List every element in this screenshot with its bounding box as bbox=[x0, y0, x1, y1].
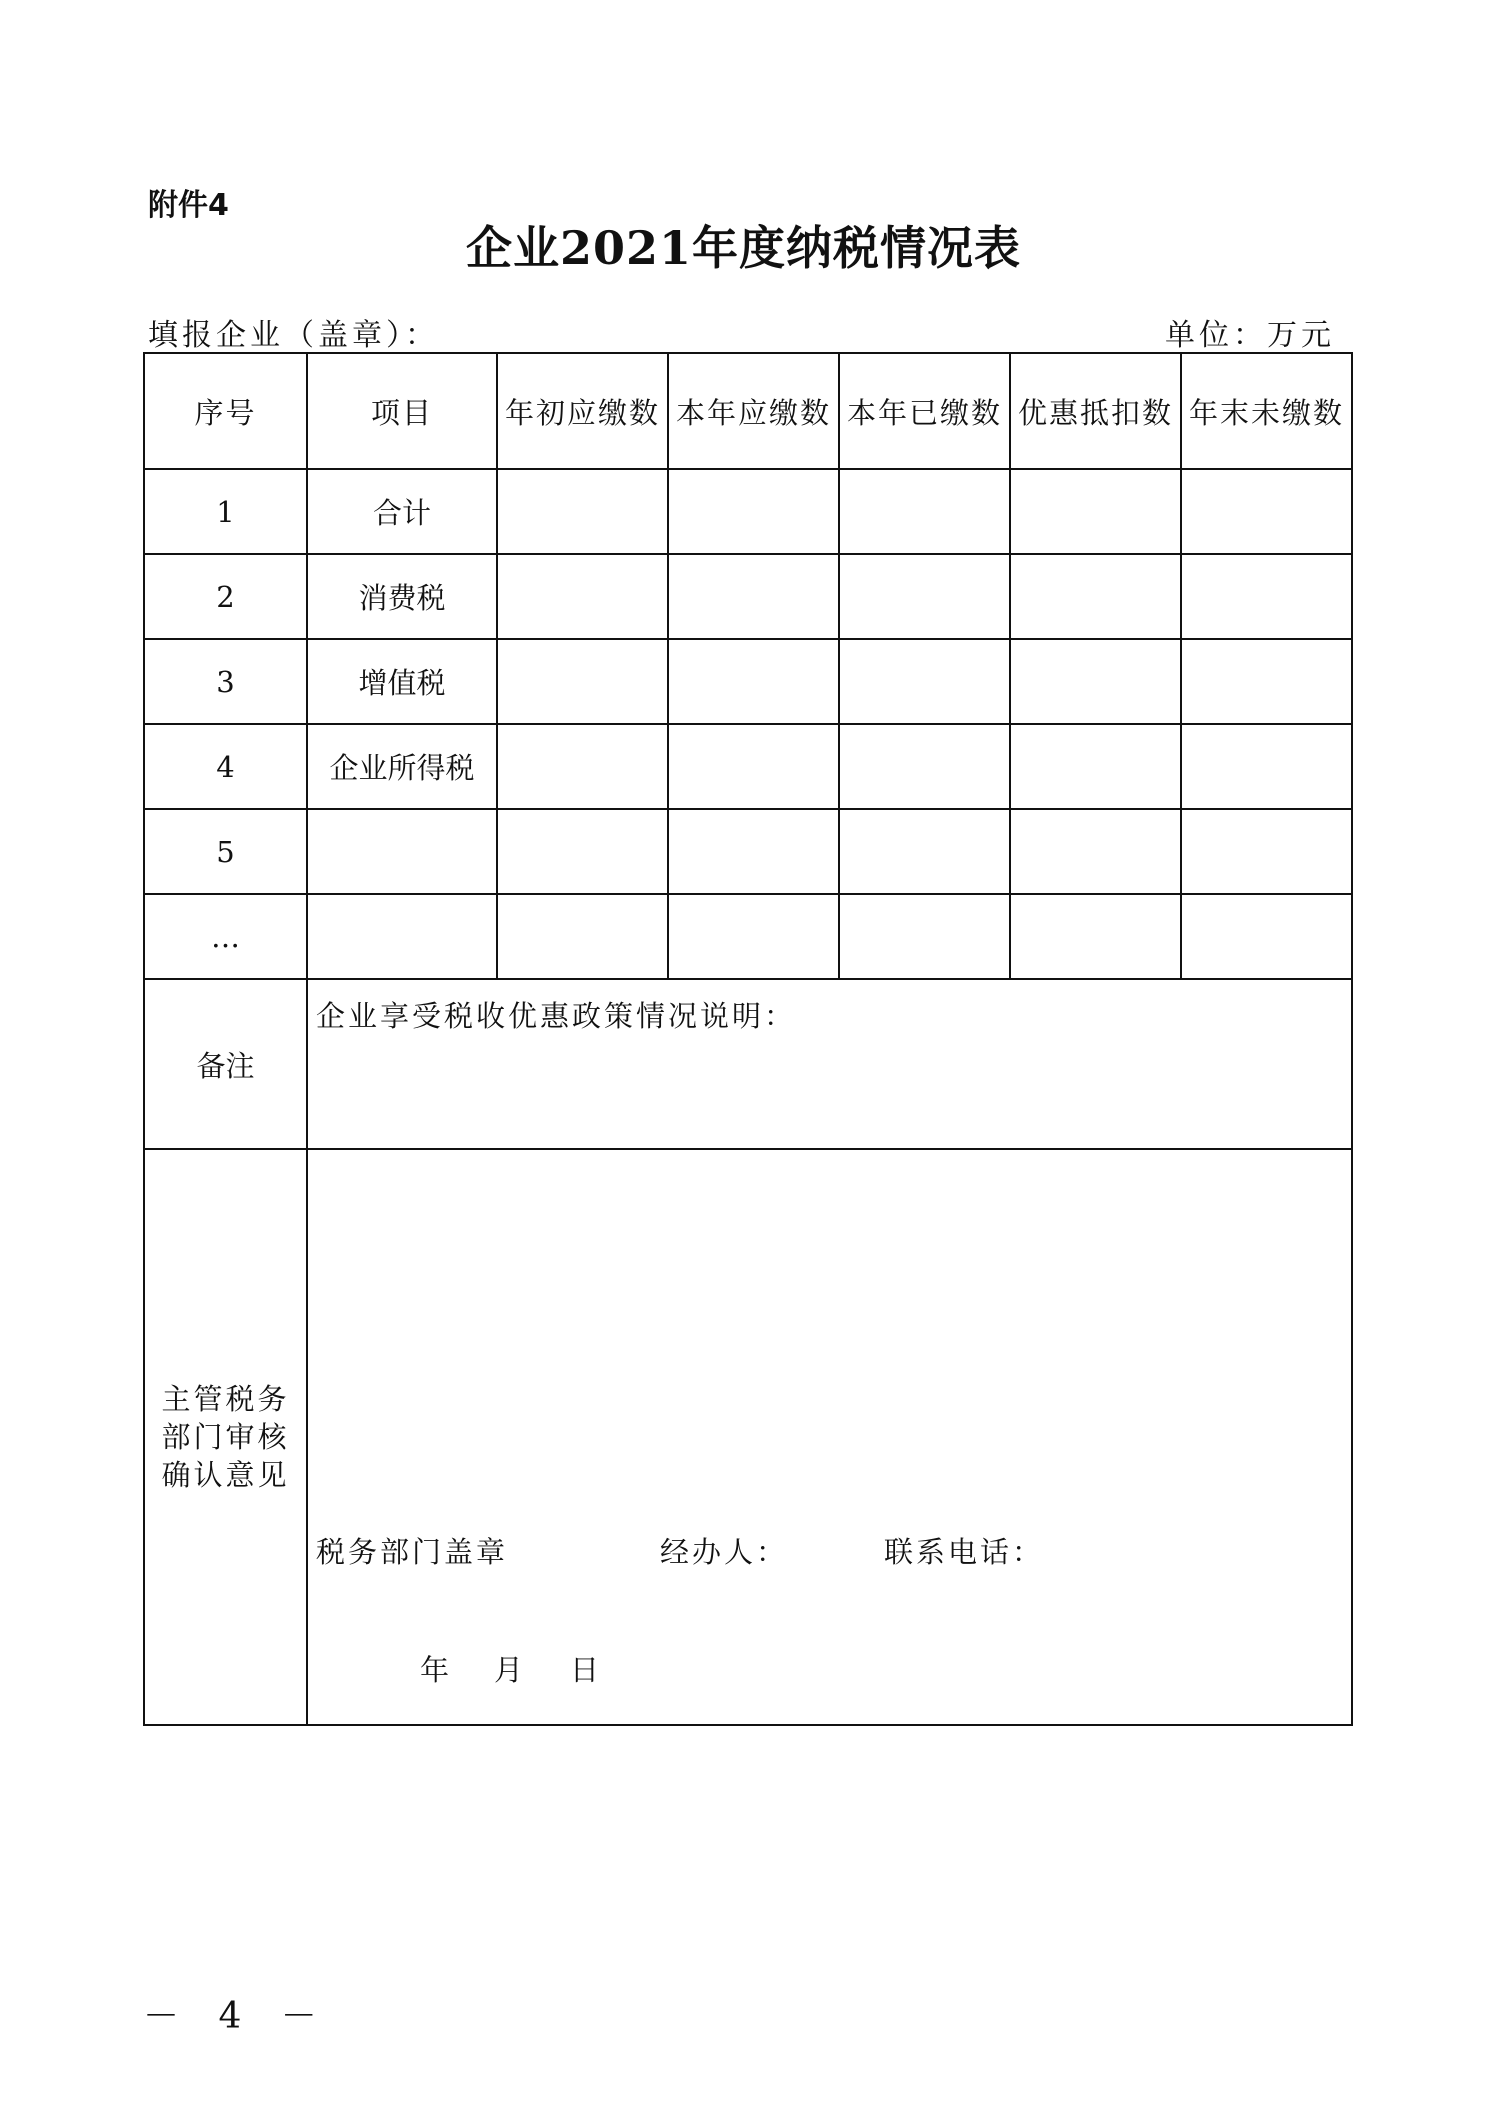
value-cell[interactable] bbox=[839, 639, 1010, 724]
header-cell: 年初应缴数 bbox=[497, 353, 668, 469]
review-label: 主管税务部门审核确认意见 bbox=[161, 1382, 290, 1492]
value-cell[interactable] bbox=[497, 554, 668, 639]
phone-label: 联系电话： bbox=[884, 1535, 1045, 1569]
remark-text: 企业享受税收优惠政策情况说明： bbox=[316, 999, 797, 1033]
value-cell[interactable] bbox=[1010, 809, 1181, 894]
remark-label: 备注 bbox=[144, 979, 307, 1149]
value-cell[interactable] bbox=[1010, 724, 1181, 809]
row-number: 2 bbox=[144, 554, 307, 639]
date-day-label: 日 bbox=[570, 1653, 603, 1687]
page-title: 企业2021年度纳税情况表 bbox=[465, 221, 1022, 275]
table-row bbox=[144, 469, 1352, 554]
value-cell[interactable] bbox=[839, 894, 1010, 979]
value-cell[interactable] bbox=[1181, 469, 1352, 554]
tax-table bbox=[143, 352, 1353, 1726]
value-cell[interactable] bbox=[839, 724, 1010, 809]
handler-label: 经办人： bbox=[660, 1535, 789, 1569]
value-cell[interactable] bbox=[668, 554, 839, 639]
table-header-row bbox=[144, 353, 1352, 469]
value-cell[interactable] bbox=[497, 639, 668, 724]
row-number: 5 bbox=[144, 809, 307, 894]
value-cell[interactable] bbox=[1010, 639, 1181, 724]
table-row bbox=[144, 894, 1352, 979]
row-item: 消费税 bbox=[307, 554, 497, 639]
date-month-label: 月 bbox=[494, 1653, 527, 1687]
value-cell[interactable] bbox=[839, 809, 1010, 894]
table-row bbox=[144, 809, 1352, 894]
review-label-cell bbox=[144, 1149, 307, 1725]
value-cell[interactable] bbox=[1181, 724, 1352, 809]
table-row bbox=[144, 724, 1352, 809]
attachment-label: 附件4 bbox=[148, 188, 229, 223]
table-row bbox=[144, 554, 1352, 639]
value-cell[interactable] bbox=[668, 894, 839, 979]
value-cell[interactable] bbox=[668, 469, 839, 554]
date-year-label: 年 bbox=[420, 1653, 453, 1687]
header-cell: 项目 bbox=[307, 353, 497, 469]
header-cell: 年末未缴数 bbox=[1181, 353, 1352, 469]
row-item[interactable] bbox=[307, 894, 497, 979]
header-cell: 本年应缴数 bbox=[668, 353, 839, 469]
row-number: 4 bbox=[144, 724, 307, 809]
filler-company-label: 填报企业（盖章）： bbox=[148, 318, 439, 353]
table-row bbox=[144, 639, 1352, 724]
value-cell[interactable] bbox=[839, 469, 1010, 554]
row-item: 企业所得税 bbox=[307, 724, 497, 809]
review-row bbox=[144, 1149, 1352, 1725]
page-number: － 4 － bbox=[143, 1996, 331, 2037]
remark-field[interactable] bbox=[307, 979, 1352, 1149]
value-cell[interactable] bbox=[1181, 554, 1352, 639]
value-cell[interactable] bbox=[497, 469, 668, 554]
row-number: 3 bbox=[144, 639, 307, 724]
row-item[interactable] bbox=[307, 809, 497, 894]
row-item: 增值税 bbox=[307, 639, 497, 724]
review-field[interactable] bbox=[307, 1149, 1352, 1725]
value-cell[interactable] bbox=[1181, 639, 1352, 724]
row-number: … bbox=[144, 894, 307, 979]
remark-row bbox=[144, 979, 1352, 1149]
value-cell[interactable] bbox=[1181, 809, 1352, 894]
value-cell[interactable] bbox=[668, 639, 839, 724]
value-cell[interactable] bbox=[1010, 469, 1181, 554]
value-cell[interactable] bbox=[497, 724, 668, 809]
row-number: 1 bbox=[144, 469, 307, 554]
value-cell[interactable] bbox=[1010, 554, 1181, 639]
header-cell: 本年已缴数 bbox=[839, 353, 1010, 469]
unit-label: 单位：万元 bbox=[1165, 318, 1335, 353]
value-cell[interactable] bbox=[839, 554, 1010, 639]
header-cell: 优惠抵扣数 bbox=[1010, 353, 1181, 469]
header-cell: 序号 bbox=[144, 353, 307, 469]
value-cell[interactable] bbox=[1181, 894, 1352, 979]
tax-stamp-label: 税务部门盖章 bbox=[316, 1535, 509, 1569]
value-cell[interactable] bbox=[497, 894, 668, 979]
value-cell[interactable] bbox=[668, 724, 839, 809]
value-cell[interactable] bbox=[668, 809, 839, 894]
value-cell[interactable] bbox=[497, 809, 668, 894]
row-item: 合计 bbox=[307, 469, 497, 554]
value-cell[interactable] bbox=[1010, 894, 1181, 979]
